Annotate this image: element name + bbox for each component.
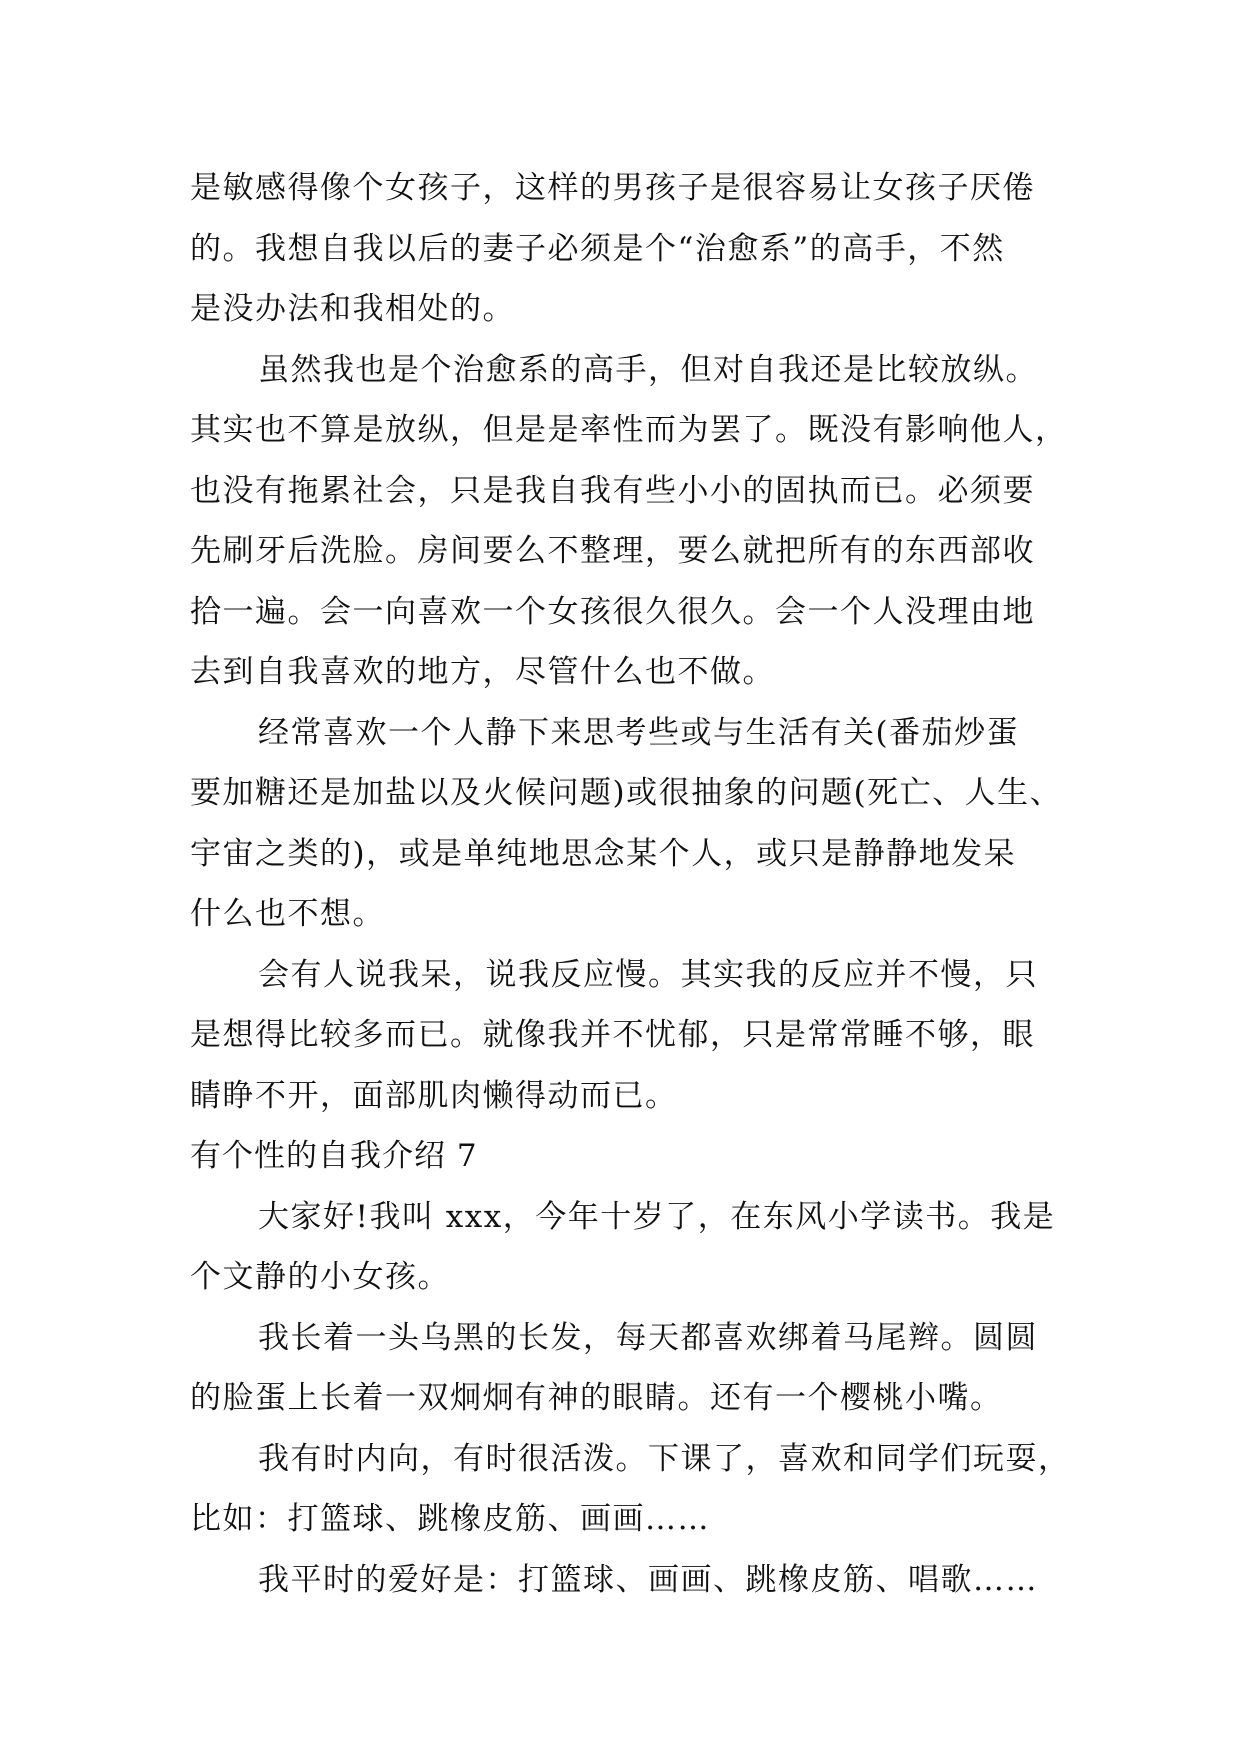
paragraph-start-line: 我长着一头乌黑的长发，每天都喜欢绑着马尾辫。圆圆 — [258, 1319, 1038, 1356]
text-line: 其实也不算是放纵，但是是率性而为罢了。既没有影响他人， — [190, 412, 1068, 448]
text-line: 也没有拖累社会，只是我自我有些小小的固执而已。必须要 — [190, 472, 1035, 509]
text-line: 是没办法和我相处的。 — [190, 291, 515, 327]
text-line: 的脸蛋上长着一双炯炯有神的眼睛。还有一个樱桃小嘴。 — [190, 1380, 1003, 1416]
section-heading: 有个性的自我介绍 7 — [190, 1138, 478, 1174]
text-line: 是想得比较多而已。就像我并不忧郁，只是常常睡不够，眼 — [190, 1017, 1035, 1053]
text-line: 什么也不想。 — [190, 896, 385, 932]
text-line: 要加糖还是加盐以及火候问题)或很抽象的问题(死亡、人生、 — [190, 775, 1063, 811]
text-line: 去到自我喜欢的地方，尽管什么也不做。 — [190, 654, 775, 690]
text-line: 的。我想自我以后的妻子必须是个“治愈系”的高手，不然 — [190, 230, 1005, 267]
paragraph-start-line: 我有时内向，有时很活泼。下课了，喜欢和同学们玩耍， — [258, 1440, 1071, 1477]
document-body — [190, 158, 1070, 1610]
paragraph-start-line: 会有人说我呆，说我反应慢。其实我的反应并不慢，只 — [258, 956, 1038, 993]
paragraph-start-line: 虽然我也是个治愈系的高手，但对自我还是比较放纵。 — [258, 351, 1038, 388]
paragraph-start-line: 大家好!我叫 xxx，今年十岁了，在东风小学读书。我是 — [258, 1198, 1056, 1235]
text-line: 拾一遍。会一向喜欢一个女孩很久很久。会一个人没理由地 — [190, 593, 1035, 630]
paragraph-start-line: 我平时的爱好是：打篮球、画画、跳橡皮筋、唱歌…… — [258, 1561, 1038, 1598]
text-line: 宇宙之类的)，或是单纯地思念某个人，或只是静静地发呆 — [190, 835, 1017, 872]
text-line: 个文静的小女孩。 — [190, 1259, 450, 1295]
text-line: 是敏感得像个女孩子，这样的男孩子是很容易让女孩子厌倦 — [190, 170, 1035, 206]
text-line: 比如：打篮球、跳橡皮筋、画画…… — [190, 1501, 710, 1537]
text-line: 睛睁不开，面部肌肉懒得动而已。 — [190, 1077, 678, 1114]
text-line: 先刷牙后洗脸。房间要么不整理，要么就把所有的东西部收 — [190, 533, 1035, 569]
paragraph-start-line: 经常喜欢一个人静下来思考些或与生活有关(番茄炒蛋 — [258, 714, 1020, 751]
